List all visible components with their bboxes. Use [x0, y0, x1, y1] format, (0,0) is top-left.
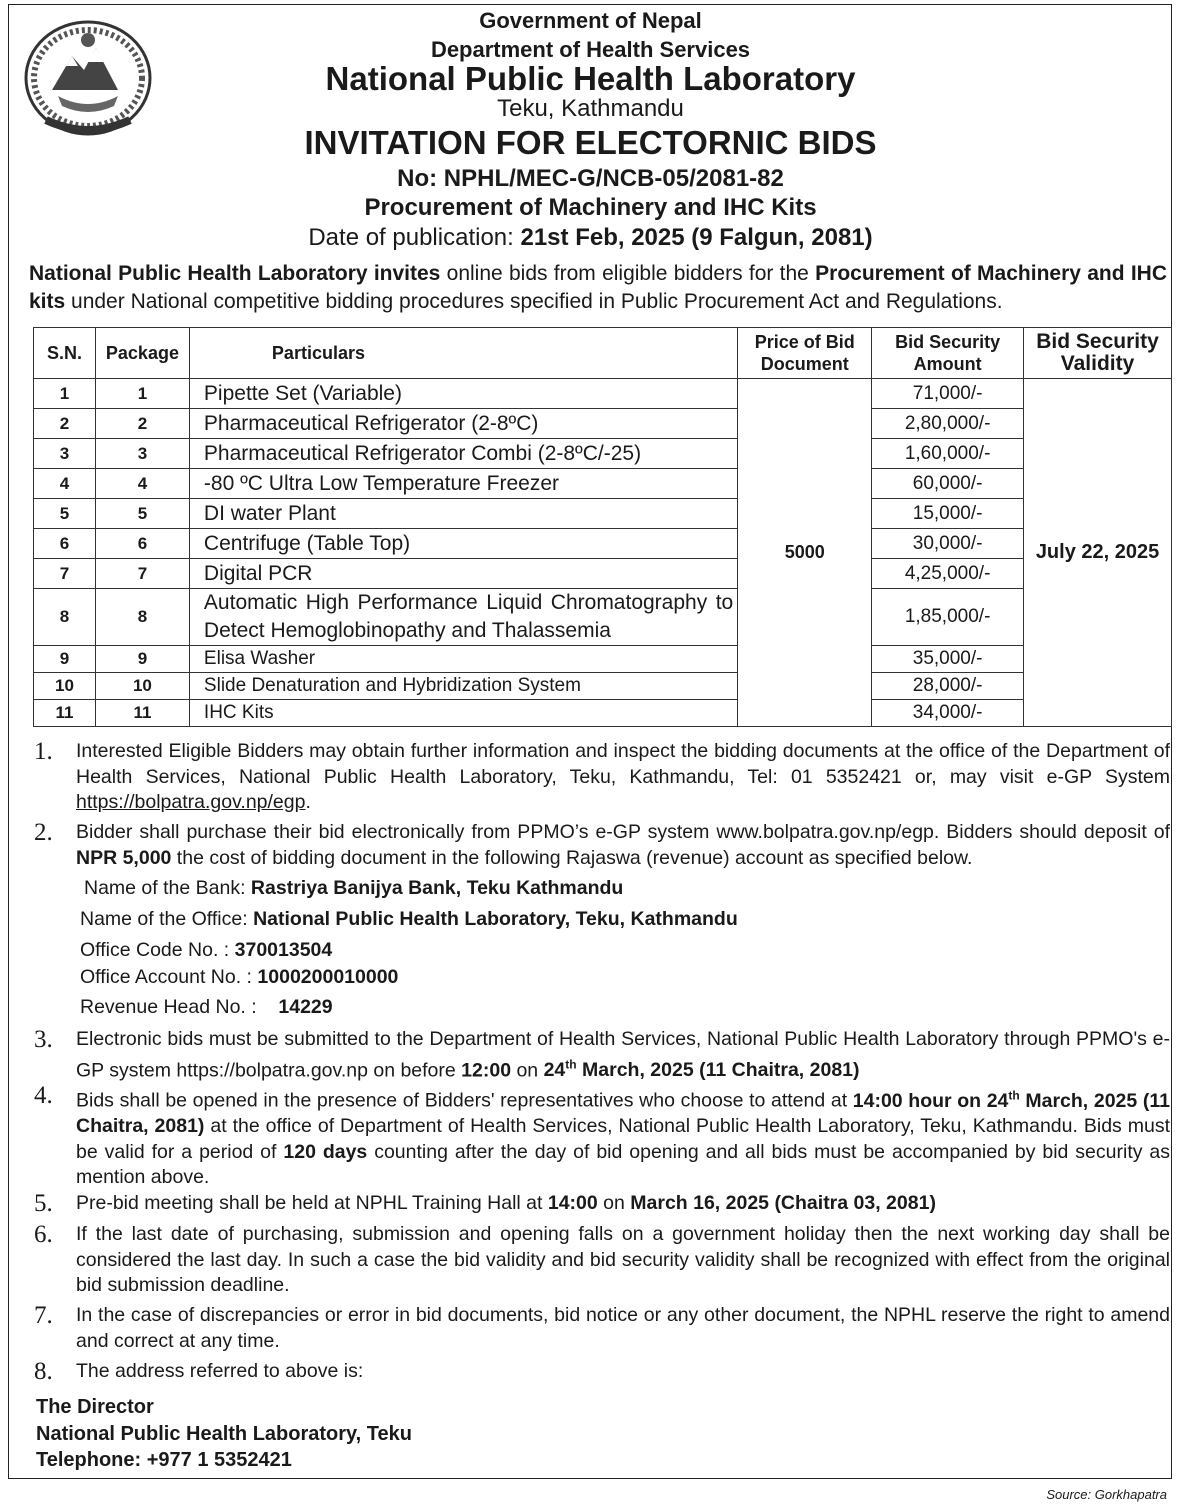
table-header-row — [34, 328, 1172, 379]
cell-package: 6 — [95, 529, 189, 559]
department-line: Department of Health Services — [430, 37, 751, 62]
item-number: 7. — [34, 1302, 53, 1329]
cell-amount: 71,000/- — [872, 379, 1024, 409]
cell-particular: -80 ºC Ultra Low Temperature Freezer — [189, 469, 737, 499]
cell-amount: 1,85,000/- — [872, 589, 1024, 646]
cell-amount: 30,000/- — [872, 529, 1024, 559]
cell-package: 7 — [95, 559, 189, 589]
cell-amount: 2,80,000/- — [872, 409, 1024, 439]
col-header: Bid Security Amount — [872, 328, 1024, 379]
col-header: Particulars — [189, 328, 737, 379]
intro-paragraph: National Public Health Laboratory invites online bids from eligible bidders for the Procurement of Machinery and IHC kits under National competitive bidding procedures specified in Public Procurement Act and Regulations. — [29, 262, 1167, 313]
col-header: Bid Security Validity — [1024, 328, 1172, 379]
cell-package: 2 — [95, 409, 189, 439]
organization-address: Teku, Kathmandu — [497, 95, 684, 122]
egp-link[interactable]: https://bolpatra.gov.np/egp — [76, 791, 306, 813]
table-row — [34, 379, 1172, 409]
item-number: 3. — [34, 1026, 53, 1053]
cell-package: 11 — [95, 700, 189, 727]
cell-particular: IHC Kits — [189, 700, 737, 727]
cell-sn: 11 — [34, 700, 96, 727]
col-header: Package — [95, 328, 189, 379]
notice-title: INVITATION FOR ELECTORNIC BIDS — [304, 124, 877, 161]
item-text: The address referred to above is: — [76, 1360, 364, 1382]
table-row — [34, 646, 1172, 673]
bids-table — [33, 327, 1172, 727]
source-credit: Source: Gorkhapatra — [1046, 1487, 1167, 1502]
signoff-telephone: Telephone: +977 1 5352421 — [36, 1449, 292, 1471]
table-row — [34, 469, 1172, 499]
item-text: In the case of discrepancies or error in bid documents, bid notice or any other document, the NPHL reserve the right to amend and correct at any time. — [76, 1304, 1170, 1352]
table-row — [34, 409, 1172, 439]
item-number: 1. — [34, 738, 53, 765]
item-number: 4. — [34, 1082, 53, 1109]
organization-name: National Public Health Laboratory — [325, 60, 856, 97]
signoff-organization: National Public Health Laboratory, Teku — [36, 1423, 412, 1445]
table-row — [34, 559, 1172, 589]
cell-package: 5 — [95, 499, 189, 529]
govt-line: Government of Nepal — [479, 8, 702, 33]
cell-particular: Pharmaceutical Refrigerator Combi (2-8ºC/-25) — [189, 439, 737, 469]
signoff-title: The Director — [36, 1396, 154, 1418]
office-name: Name of the Office: National Public Health Laboratory, Teku, Kathmandu — [80, 908, 738, 930]
cell-validity: July 22, 2025 — [1024, 379, 1172, 727]
cell-package: 4 — [95, 469, 189, 499]
cell-sn: 3 — [34, 439, 96, 469]
item-number: 8. — [34, 1358, 53, 1385]
cell-sn: 10 — [34, 673, 96, 700]
cell-sn: 7 — [34, 559, 96, 589]
cell-sn: 2 — [34, 409, 96, 439]
item-text: If the last date of purchasing, submission and opening falls on a government holiday then the next working day shall be considered the last day. In such a case the bid validity and bid security validity shall be recognized with effect from the original bid submission deadline. — [76, 1223, 1170, 1296]
item-text: Bidder shall purchase their bid electronically from PPMO’s e-GP system www.bolpatra.gov.np/egp. Bidders should deposit of NPR 5,000 the cost of bidding document in the following Rajaswa (revenue) account as specified below. — [76, 821, 1170, 869]
cell-package: 8 — [95, 589, 189, 646]
office-code: Office Code No. : 370013504 — [80, 939, 333, 961]
cell-sn: 6 — [34, 529, 96, 559]
cell-particular: Digital PCR — [189, 559, 737, 589]
cell-particular: DI water Plant — [189, 499, 737, 529]
cell-sn: 8 — [34, 589, 96, 646]
table-row — [34, 439, 1172, 469]
cell-package: 1 — [95, 379, 189, 409]
cell-amount: 34,000/- — [872, 700, 1024, 727]
item-text: Pre-bid meeting shall be held at NPHL Training Hall at 14:00 on March 16, 2025 (Chaitra 03, 2081) — [76, 1192, 936, 1214]
item-number: 6. — [34, 1221, 53, 1248]
cell-sn: 9 — [34, 646, 96, 673]
item-text: Electronic bids must be submitted to the Department of Health Services, National Public Health Laboratory through PPMO's e-GP system https://bolpatra.gov.np on before 12:00 on 24th March, 2025 (11 Chaitra, 2081) — [76, 1028, 1170, 1081]
table-row — [34, 700, 1172, 727]
cell-particular: Automatic High Performance Liquid Chromatography to Detect Hemoglobinopathy and Thalassemia — [189, 589, 737, 646]
cell-sn: 4 — [34, 469, 96, 499]
cell-particular: Pipette Set (Variable) — [189, 379, 737, 409]
publication-date: Date of publication: 21st Feb, 2025 (9 Falgun, 2081) — [308, 224, 873, 251]
cell-amount: 1,60,000/- — [872, 439, 1024, 469]
table-row — [34, 589, 1172, 646]
revenue-head: Revenue Head No. : 14229 — [80, 996, 333, 1018]
col-header: Price of Bid Document — [738, 328, 872, 379]
table-row — [34, 529, 1172, 559]
item-number: 5. — [34, 1190, 53, 1217]
cell-amount: 15,000/- — [872, 499, 1024, 529]
cell-amount: 28,000/- — [872, 673, 1024, 700]
cell-package: 9 — [95, 646, 189, 673]
cell-particular: Centrifuge (Table Top) — [189, 529, 737, 559]
cell-sn: 5 — [34, 499, 96, 529]
cell-bid-doc-price: 5000 — [738, 379, 872, 727]
cell-amount: 35,000/- — [872, 646, 1024, 673]
item-text: Bids shall be opened in the presence of Bidders' representatives who choose to attend at 14:00 hour on 24th March, 2025 (11 Chaitra, 2081) at the office of Department of Health Services, National Public Health Laboratory, Teku, Kathmandu. Bids must be valid for a period of 120 days counting after the day of bid opening and all bids must be accompanied by bid security as mention above. — [76, 1088, 1171, 1188]
cell-particular: Slide Denaturation and Hybridization System — [189, 673, 737, 700]
bank-name: Name of the Bank: Rastriya Banijya Bank, Teku Kathmandu — [84, 877, 624, 899]
cell-sn: 1 — [34, 379, 96, 409]
cell-amount: 60,000/- — [872, 469, 1024, 499]
cell-amount: 4,25,000/- — [872, 559, 1024, 589]
table-row — [34, 673, 1172, 700]
item-text: Interested Eligible Bidders may obtain further information and inspect the bidding documents at the office of the Department of Health Services, National Public Health Laboratory, Teku, Kathmandu, Tel: 01 5352421 or, may visit e-GP System https://bolpatra.gov.np/egp. — [76, 740, 1170, 813]
col-header: S.N. — [34, 328, 96, 379]
item-number: 2. — [34, 819, 53, 846]
cell-package: 10 — [95, 673, 189, 700]
cell-particular: Elisa Washer — [189, 646, 737, 673]
cell-particular: Pharmaceutical Refrigerator (2-8ºC) — [189, 409, 737, 439]
notice-number: No: NPHL/MEC-G/NCB-05/2081-82 — [397, 165, 784, 192]
office-account: Office Account No. : 1000200010000 — [80, 966, 399, 988]
cell-package: 3 — [95, 439, 189, 469]
notice-subject: Procurement of Machinery and IHC Kits — [364, 194, 817, 221]
table-row — [34, 499, 1172, 529]
